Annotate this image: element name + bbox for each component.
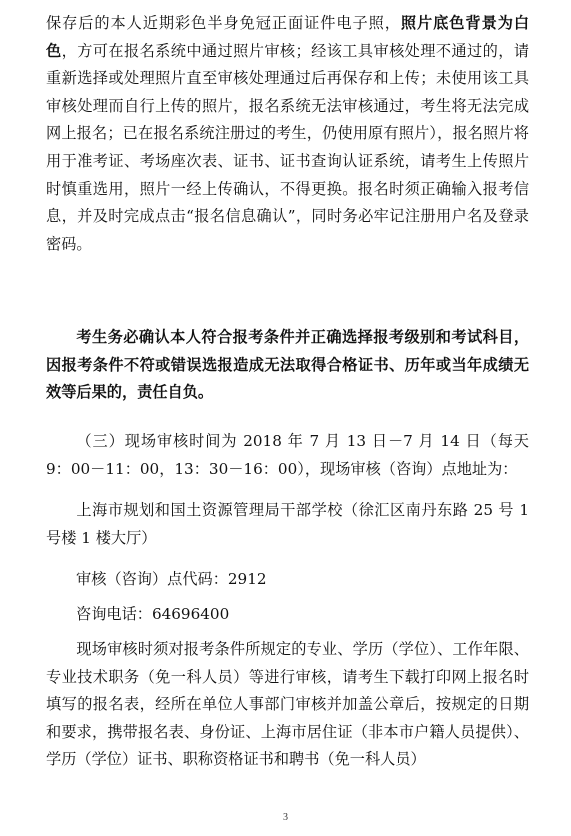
paragraph-onsite-review-requirements: 现场审核时须对报考条件所规定的专业、学历（学位）、工作年限、专业技术职务（免一科人员）等进行审核，请考生下载打印网上报名时填写的报名表，经所在单位人事部门审核并加盖公章后，按规定的日期和要求，携带报名表、身份证、上海市居住证（非本市户籍人员提供）、学历（学位）证书、职称资格证书和聘书（免一科人员） <box>46 640 529 769</box>
photo-text-start: 保存后的本人近期彩色半身免冠正面证件电子照， <box>46 14 401 32</box>
photo-text-rest: ，方可在报名系统中通过照片审核；经该工具审核处理不通过的，请重新选择或处理照片直至审核处理通过后再保存和上传；未使用该工具审核处理而自行上传的照片，报名系统无法审核通过，考生将无法完成网上报名；已在报名系统注册过的考生，仍使用原有照片），报名照片将用于准考证、考场座次表、证书、证书查询认证系统，请考生上传照片时慎重选用，照片一经上传确认，不得更换。报名时须正确输入报考信息，并及时完成点击“报名信息确认”，同时务必牢记注册用户名及登录密码。 <box>46 41 529 253</box>
photo-background-bold: 照片底色背景为白色 <box>46 14 530 60</box>
paragraph-review-address: 上海市规划和国土资源管理局干部学校（徐汇区南丹东路 25 号 1 号楼 1 楼大厅） <box>46 501 529 547</box>
page-number: 3 <box>283 812 288 823</box>
review-point-code: 审核（咨询）点代码：2912 <box>76 570 267 588</box>
consult-phone: 咨询电话：64696400 <box>76 605 230 623</box>
paragraph-photo-requirements <box>46 10 529 258</box>
paragraph-eligibility-warning: 考生务必确认本人符合报考条件并正确选择报考级别和考试科目，因报考条件不符或错误选报造成无法取得合格证书、历年或当年成绩无效等后果的，责任自负。 <box>46 328 529 402</box>
paragraph-onsite-review-time: （三）现场审核时间为 2018 年 7 月 13 日－7 月 14 日（每天 9：00－11：00，13：30－16：00），现场审核（咨询）点地址为： <box>46 432 529 478</box>
